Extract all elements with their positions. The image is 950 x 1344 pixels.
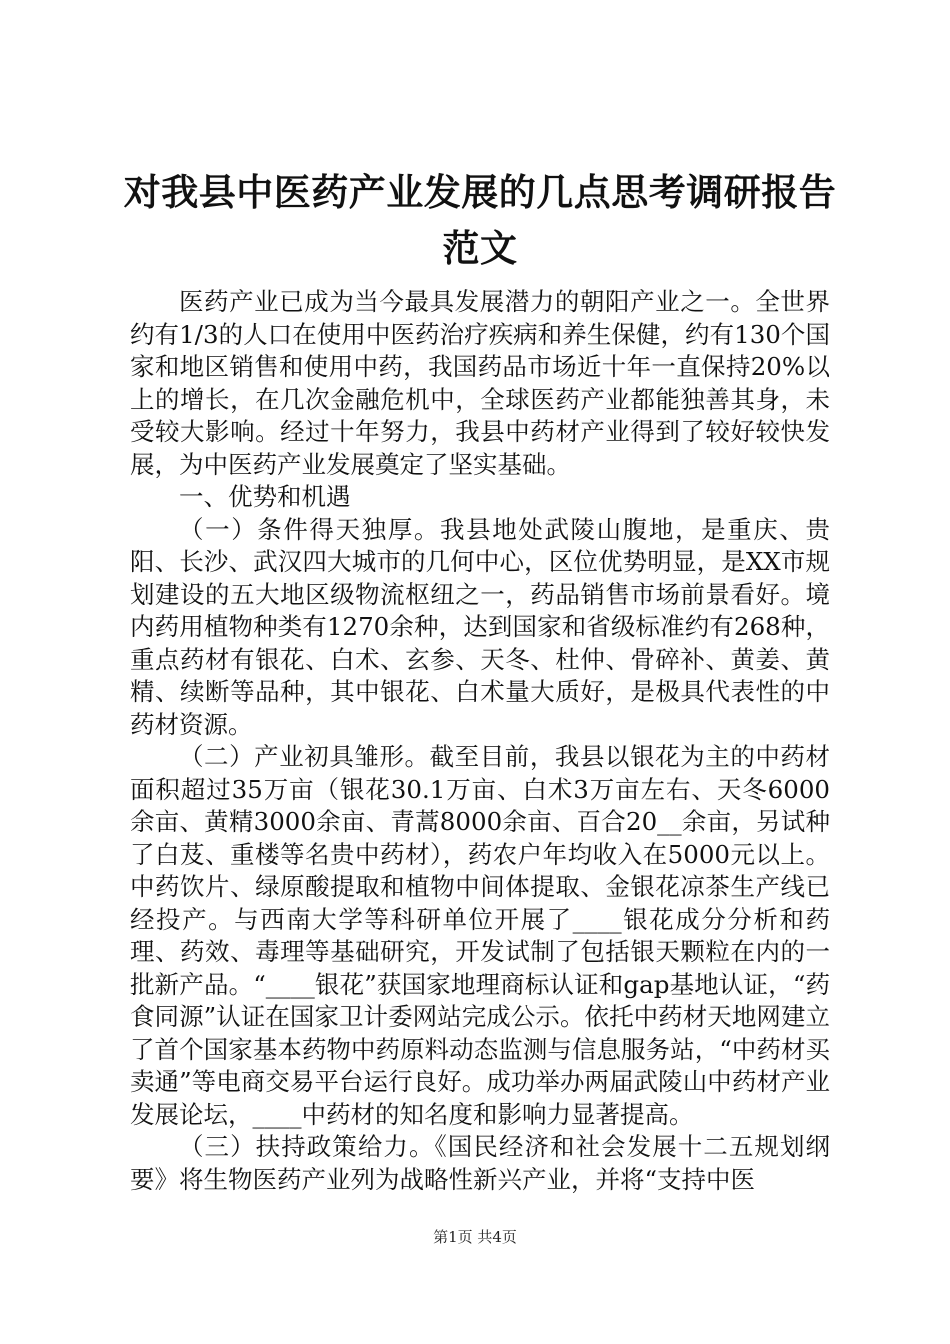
paragraph-policy: （三）扶持政策给力。《国民经济和社会发展十二五规划纲要》将生物医药产业列为战略性新兴产业，并将“支持中医	[130, 1132, 830, 1194]
document-title: 对我县中医药产业发展的几点思考调研报告范文	[123, 170, 837, 270]
document-page	[123, 164, 837, 1196]
paragraph-conditions: （一）条件得天独厚。我县地处武陵山腹地，是重庆、贵阳、长沙、武汉四大城市的几何中心，区位优势明显，是XX市规划建设的五大地区级物流枢纽之一，药品销售市场前景看好。境内药用植物种类有1270余种，达到国家和省级标准约有268种，重点药材有银花、白术、玄参、天冬、杜仲、骨碎补、黄姜、黄精、续断等品种，其中银花、白术量大质好，是极具代表性的中药材资源。	[130, 514, 830, 739]
section-heading-advantages: 一、优势和机遇	[179, 482, 351, 511]
paragraph-industry: （二）产业初具雏形。截至目前，我县以银花为主的中药材面积超过35万亩（银花30.1万亩、白术3万亩左右、天冬6000余亩、黄精3000余亩、青蒿8000余亩、百合20__余亩，另试种了白芨、重楼等名贵中药材），药农户年均收入在5000元以上。中药饮片、绿原酸提取和植物中间体提取、金银花凉茶生产线已经投产。与西南大学等科研单位开展了____银花成分分析和药理、药效、毒理等基础研究，开发试制了包括银天颗粒在内的一批新产品。“____银花”获国家地理商标认证和gap基地认证，“药食同源”认证在国家卫计委网站完成公示。依托中药材天地网建立了首个国家基本药物中药原料动态监测与信息服务站，“中药材买卖通”等电商交易平台运行良好。成功举办两届武陵山中药材产业发展论坛，____中药材的知名度和影响力显著提高。	[130, 742, 830, 1129]
paragraph-intro: 医药产业已成为当今最具发展潜力的朝阳产业之一。全世界约有1/3的人口在使用中医药治疗疾病和养生保健，约有130个国家和地区销售和使用中药，我国药品市场近十年一直保持20%以上的增长，在几次金融危机中，全球医药产业都能独善其身，未受较大影响。经过十年努力，我县中药材产业得到了较好较快发展，为中医药产业发展奠定了坚实基础。	[130, 287, 830, 479]
page-footer: 第1页 共4页	[433, 1228, 517, 1246]
